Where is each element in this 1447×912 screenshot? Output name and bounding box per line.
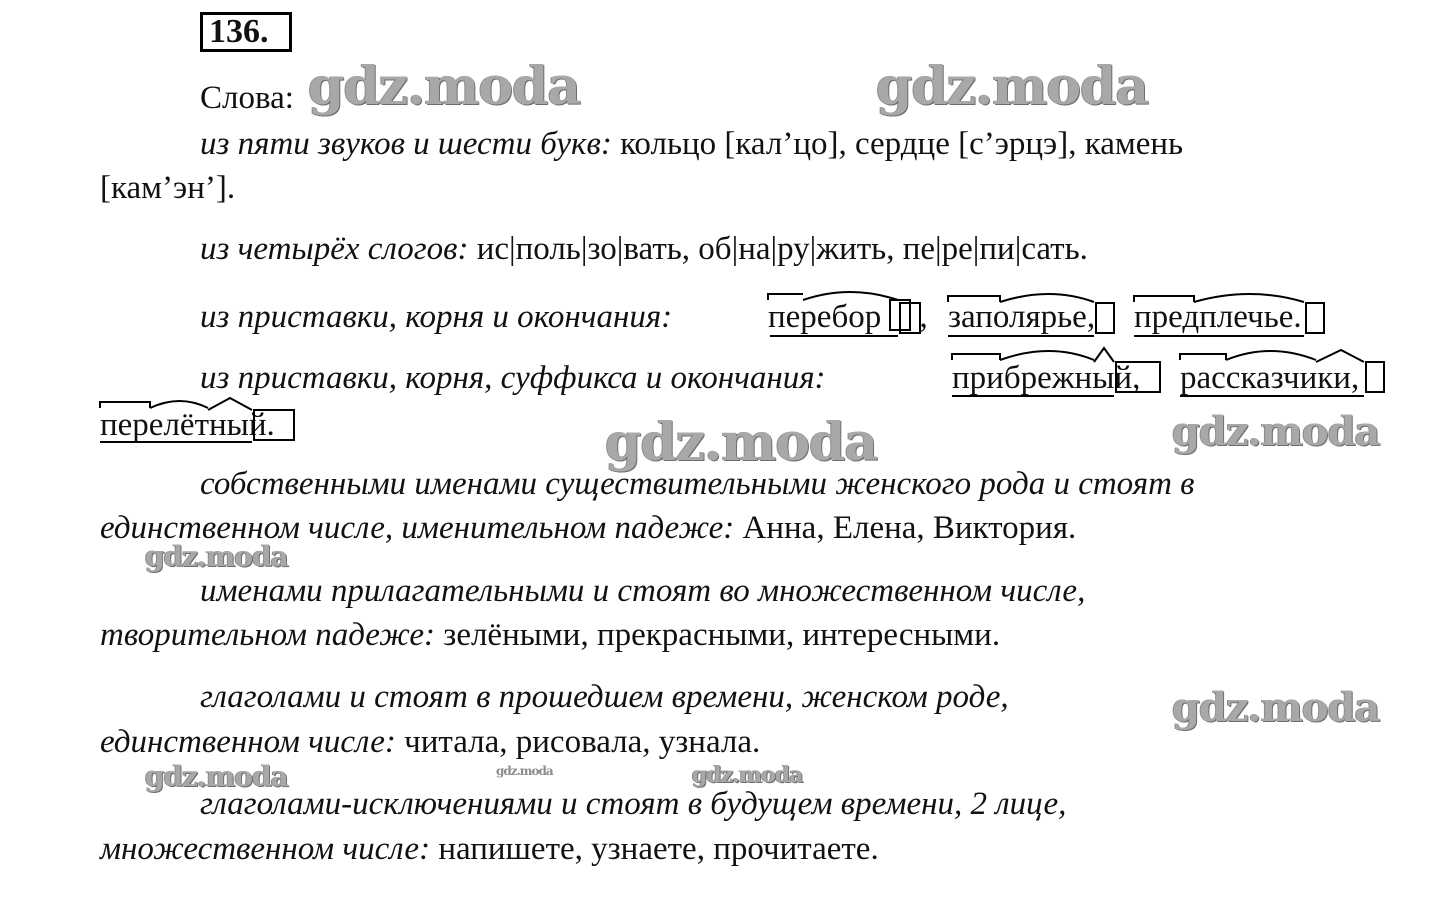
item-1-label: из пяти звуков и шести букв: — [200, 126, 612, 162]
root-arc — [1194, 294, 1304, 302]
root-arc — [150, 401, 208, 408]
item-7-line-2: единственном числе: читала, рисовала, узнала. — [100, 724, 761, 760]
prefix-mark — [100, 402, 150, 408]
root-arc — [1226, 351, 1316, 360]
suffix-mark — [1094, 348, 1114, 362]
item-2-label: из четырёх слогов: — [200, 231, 469, 267]
prefix-mark — [768, 294, 803, 300]
root-arc — [1000, 294, 1094, 302]
item-6-line-1: именами прилагательными и стоят во множественном числе, — [200, 573, 1086, 609]
prefix-mark — [1180, 354, 1226, 360]
morph-word-6: перелётный. — [100, 407, 275, 443]
ending-mark — [1096, 303, 1114, 333]
item-8-line-1: глаголами-исключениями и стоят в будущем времени, 2 лице, — [200, 786, 1067, 822]
item-5-line-1: собственными именами существительными женского рода и стоят в — [200, 466, 1195, 502]
ending-mark — [1366, 362, 1384, 392]
watermark: gdz.moda — [1172, 684, 1380, 731]
prefix-mark — [1134, 296, 1194, 302]
morph-word-2: заполярье, — [948, 299, 1096, 335]
item-5-line-2: единственном числе, именительном падеже: Анна, Елена, Виктория. — [100, 510, 1077, 546]
item-3-label: из приставки, корня и окончания: — [200, 299, 673, 335]
watermark: gdz.moda — [1172, 408, 1380, 455]
prefix-mark — [952, 354, 1000, 360]
item-8-line-2: множественном числе: напишете, узнаете, прочитаете. — [100, 831, 879, 867]
item-2-text: ис|поль|зо|вать, об|на|ру|жить, пе|ре|пи|сать. — [468, 231, 1088, 267]
ending-mark — [1116, 362, 1160, 392]
item-1-line-2: [кам’эн’]. — [100, 170, 236, 206]
root-arc — [1000, 351, 1094, 360]
prefix-mark — [948, 296, 1000, 302]
item-1-text: кольцо [кал’цо], сердце [с’эрцэ], камень — [611, 126, 1184, 162]
intro-text: Слова: — [200, 80, 294, 116]
watermark: gdz.moda — [692, 762, 803, 788]
morph-word-4: прибрежный, — [952, 360, 1141, 396]
watermark: gdz.moda — [605, 412, 878, 473]
morph-word-1: перебор , — [768, 299, 928, 335]
item-4-label: из приставки, корня, суффикса и окончания: — [200, 360, 826, 396]
watermark: gdz.moda — [145, 760, 288, 793]
root-arc — [803, 292, 898, 300]
morph-word-5: рассказчики, — [1180, 360, 1360, 396]
watermark: gdz.moda — [145, 540, 288, 573]
ending-mark — [900, 303, 920, 333]
morph-word-3: предплечье. — [1134, 299, 1302, 335]
ending-mark — [254, 410, 294, 440]
item-6-line-2: творительном падеже: зелёными, прекрасными, интересными. — [100, 617, 1001, 653]
suffix-mark — [208, 398, 252, 410]
item-7-line-1: глаголами и стоят в прошедшем времени, женском роде, — [200, 679, 1009, 715]
exercise-number: 136. — [200, 12, 292, 52]
watermark: gdz.moda — [496, 764, 553, 778]
watermark: gdz.moda — [876, 56, 1149, 117]
watermark: gdz.moda — [308, 56, 581, 117]
suffix-mark — [1316, 350, 1364, 362]
ending-mark — [1306, 303, 1324, 333]
